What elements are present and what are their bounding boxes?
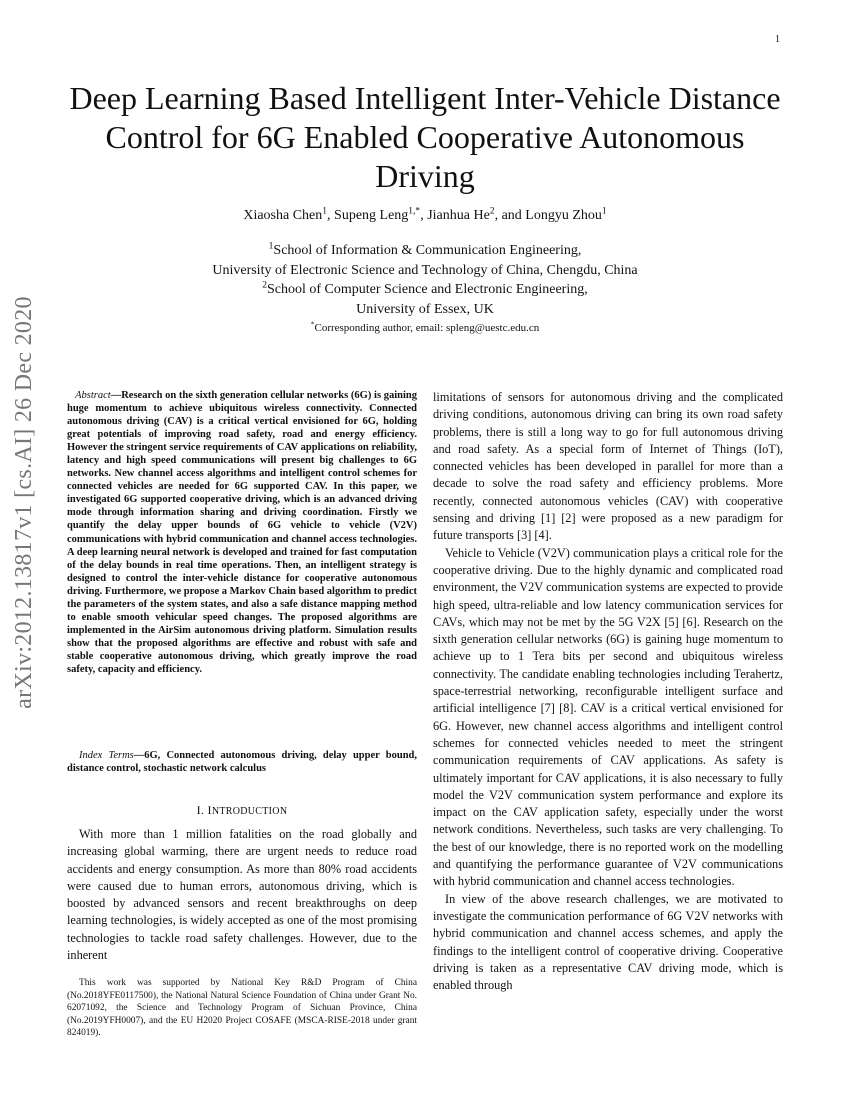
index-terms-text: —6G, Connected autonomous driving, delay upper bound, distance control, stochastic network calculus: [67, 750, 417, 775]
affiliation-1-line-2: University of Electronic Science and Technology of China, Chengdu, China: [212, 262, 638, 278]
index-terms-label: Index Terms: [79, 750, 134, 761]
author-affiliation-mark: 1: [322, 206, 328, 217]
body-paragraph: In view of the above research challenges, we are motivated to investigate the communication performance of 6G V2V networks with hybrid communication and channel access schemes, and apply the findings to the intelligent control of cooperative driving. Cooperative driving is taken as a representative CAV driving mode, which is enabled through: [433, 891, 783, 993]
right-column: [433, 389, 783, 994]
author-affiliation-mark: 1: [601, 206, 607, 217]
author-separator: ,: [327, 208, 335, 223]
arxiv-identifier: arXiv:2012.13817v1 [cs.AI] 26 Dec 2020: [10, 295, 37, 709]
paper-title: Deep Learning Based Intelligent Inter-Vehicle Distance Control for 6G Enabled Cooperative Autonomous Driving: [69, 80, 781, 194]
affiliations: [60, 241, 790, 319]
author-affiliation-mark: 1,*: [408, 206, 421, 217]
author-separator: ,: [420, 208, 428, 223]
body-paragraph: limitations of sensors for autonomous driving and the complicated driving conditions, autonomous driving can bring its own road safety problems, there is still a long way to go for full autonomous driving and road safety. As a special form of Internet of Things (IoT), connected vehicles has been developed in parallel for more than a decade to solve the road safety and efficiency problems. More recently, connected autonomous vehicles (CAV) with cooperative sensing and driving [1] [2] were proposed as a new paradigm for future transports [3] [4].: [433, 390, 783, 543]
arxiv-sidebar: [2, 296, 46, 708]
affiliation-2-line-1: $^2$School of Computer Science and Electronic Engineering,: [262, 280, 588, 297]
abstract-label: Abstract: [75, 390, 111, 401]
section-heading-introduction: I. INTRODUCTION: [196, 803, 288, 817]
corresponding-author: *Corresponding author, email: spleng@uestc.edu.cn: [310, 319, 540, 334]
index-terms: [67, 749, 417, 775]
author-separator-last: , and: [494, 208, 526, 223]
author-name: Supeng Leng: [334, 208, 409, 223]
author-name: Longyu Zhou: [525, 208, 602, 223]
affiliation-2-line-2: University of Essex, UK: [356, 301, 494, 317]
body-paragraph: Vehicle to Vehicle (V2V) communication plays a critical role for the cooperative driving. Due to the highly dynamic and complicated road environment, the V2V communication systems are expected to provide high speed, ultra-reliable and low latency communication services for CAVs, which may not be met by the 5G V2X [5] [6]. Research on the sixth generation cellular networks (6G) is gaining huge momentum to achieve up to 1 Tera bits per second and ubiquitous wireless connectivity. The candidate enabling technologies including Terahertz, space-terrestrial networking, reconfigurable intelligent surface and artificial intelligence [7] [8]. CAV is a critical vertical envisioned for 6G. However, new channel access algorithms and intelligent control schemes for connected vehicles needed to meet the stringent communication requirements of CAV applications. As safety is ultimately important for CAV applications, it is also necessary to fully model the V2V communication system performance and explore its impact on the CAV application safety, especially under the worst network conditions. Nevertheless, such tasks are very challenging. To the best of our knowledge, there is no reported work on the modelling and quantifying the performance guarantee of V2V communications with hybrid communication and channel access technologies.: [433, 545, 783, 889]
affiliation-1-line-1: $^1$School of Information & Communication Engineering,: [268, 241, 582, 258]
funding-footnote: This work was supported by National Key R&D Program of China (No.2018YFE0117500), the National Natural Science Foundation of China under Grant No. 62071092, the Science and Technology Program of Sichuan Province, China (No.2019YFH0007), and the EU H2020 Project COSAFE (MSCA-RISE-2018 under grant 824019).: [67, 978, 417, 1038]
abstract: [67, 389, 417, 676]
author-list: [60, 207, 790, 225]
intro-paragraph: With more than 1 million fatalities on the road globally and increasing global warming, there are urgent needs to reduce road accidents and energy consumption. As more than 80% road accidents were caused due to human errors, autonomous driving, which is boosted by advanced sensors and recent breakthroughs on deep learning technologies, is widely accepted as one of the most promising technologies to tackle road safety challenges. However, due to the inherent: [67, 827, 417, 963]
author-name: Jianhua He: [427, 208, 490, 223]
abstract-text: —Research on the sixth generation cellular networks (6G) is gaining huge momentum to achieve ubiquitous wireless connectivity. Connected autonomous driving (CAV) is a critical vertical envisioned for 6G, holding great potentials of improving road safety, road and energy efficiency. However the stringent service requirements of CAV applications on reliability, latency and high speed communications will present big challenges to 6G networks. New channel access algorithms and intelligent control schemes for connected vehicles are needed for 6G supported CAV. In this paper, we investigated 6G supported cooperative driving, which is an advanced driving mode through information sharing and driving coordination. Firstly we quantify the delay upper bounds of 6G vehicle to vehicle (V2V) communications with hybrid communication and channel access technologies. A deep learning neural network is developed and trained for fast computation of the delay bounds in real time operations. Then, an intelligent strategy is designed to control the inter-vehicle distance for cooperative autonomous driving. Furthermore, we propose a Markov Chain based algorithm to predict the parameters of the system states, and also a safe distance mapping method to enable smooth vehicular speed changes. The proposed algorithms are implemented in the AirSim autonomous driving platform. Simulation results show that the proposed algorithms are effective and robust with safe and stable cooperative autonomous driving, which greatly improve the road safety, capacity and efficiency.: [67, 390, 418, 675]
intro-left-column: [67, 826, 417, 964]
page-number: 1: [775, 34, 780, 45]
author-name: Xiaosha Chen: [243, 208, 323, 223]
author-affiliation-mark: 2: [489, 206, 495, 217]
